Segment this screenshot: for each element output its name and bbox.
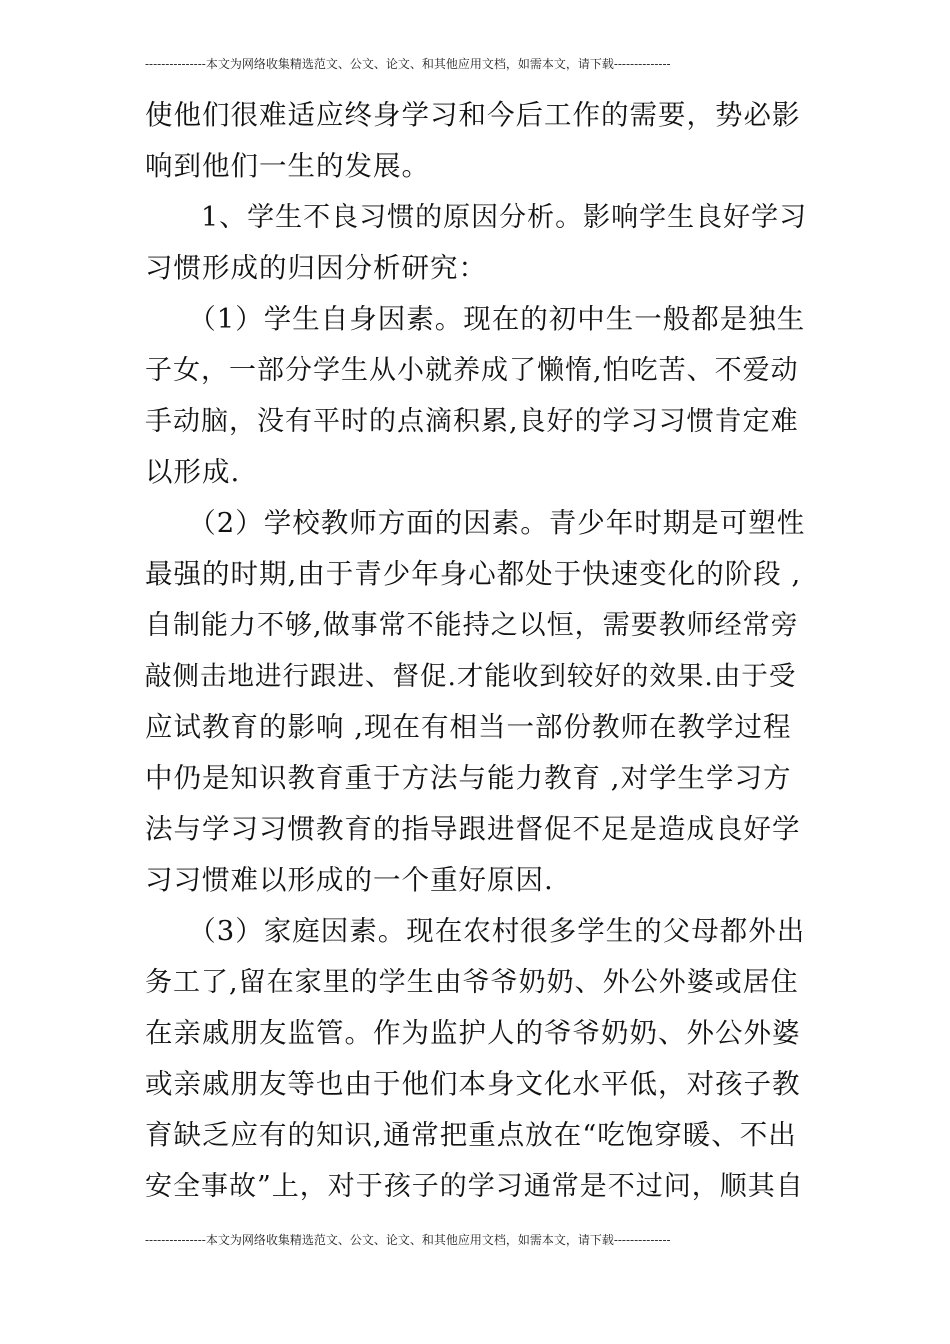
text-line: 子女，一部分学生从小就养成了懒惰,怕吃苦、不爱动 <box>145 355 799 386</box>
body-text <box>145 90 807 1212</box>
text-line: 使他们很难适应终身学习和今后工作的需要，势必影 <box>145 99 801 131</box>
text-line: 习习惯难以形成的一个重好原因. <box>145 864 554 896</box>
footer-banner: ---------------本文为网络收集精选范文、公文、论文、和其他应用文档，如需本文，请下载-------------- <box>145 1233 671 1247</box>
text-line: （1）学生自身因素。现在的初中生一般都是独生 <box>145 303 806 335</box>
text-line: 安全事故”上，对于孩子的学习通常是不过问，顺其自 <box>145 1171 804 1202</box>
header-banner: ---------------本文为网络收集精选范文、公文、论文、和其他应用文档，如需本文，请下载-------------- <box>145 57 671 71</box>
text-line: 1、学生不良习惯的原因分析。影响学生良好学习 <box>145 202 808 233</box>
text-line: （3）家庭因素。现在农村很多学生的父母都外出 <box>145 915 806 947</box>
text-line: 或亲戚朋友等也由于他们本身文化水平低，对孩子教 <box>145 1068 801 1100</box>
text-line: 手动脑，没有平时的点滴积累,良好的学习习惯肯定难 <box>145 406 799 437</box>
text-line: 应试教育的影响 ,现在有相当一部份教师在教学过程 <box>145 711 792 743</box>
text-line: 以形成. <box>145 456 241 488</box>
text-line: 中仍是知识教育重于方法与能力教育 ,对学生学习方 <box>145 762 792 794</box>
text-line: 法与学习习惯教育的指导跟进督促不足是造成良好学 <box>145 813 801 845</box>
text-line: 育缺乏应有的知识,通常把重点放在“吃饱穿暖、不出 <box>145 1119 797 1151</box>
text-line: 自制能力不够,做事常不能持之以恒，需要教师经常旁 <box>145 610 799 641</box>
text-line: 务工了,留在家里的学生由爷爷奶奶、外公外婆或居住 <box>145 967 799 998</box>
text-line: 在亲戚朋友监管。作为监护人的爷爷奶奶、外公外婆 <box>145 1017 801 1049</box>
text-line: 敲侧击地进行跟进、督促.才能收到较好的效果.由于受 <box>145 661 797 692</box>
text-line: 响到他们一生的发展。 <box>145 150 430 182</box>
text-line: 习惯形成的归因分析研究： <box>145 252 487 284</box>
text-line: （2）学校教师方面的因素。青少年时期是可塑性 <box>145 507 806 539</box>
text-line: 最强的时期,由于青少年身心都处于快速变化的阶段 , <box>145 558 802 590</box>
